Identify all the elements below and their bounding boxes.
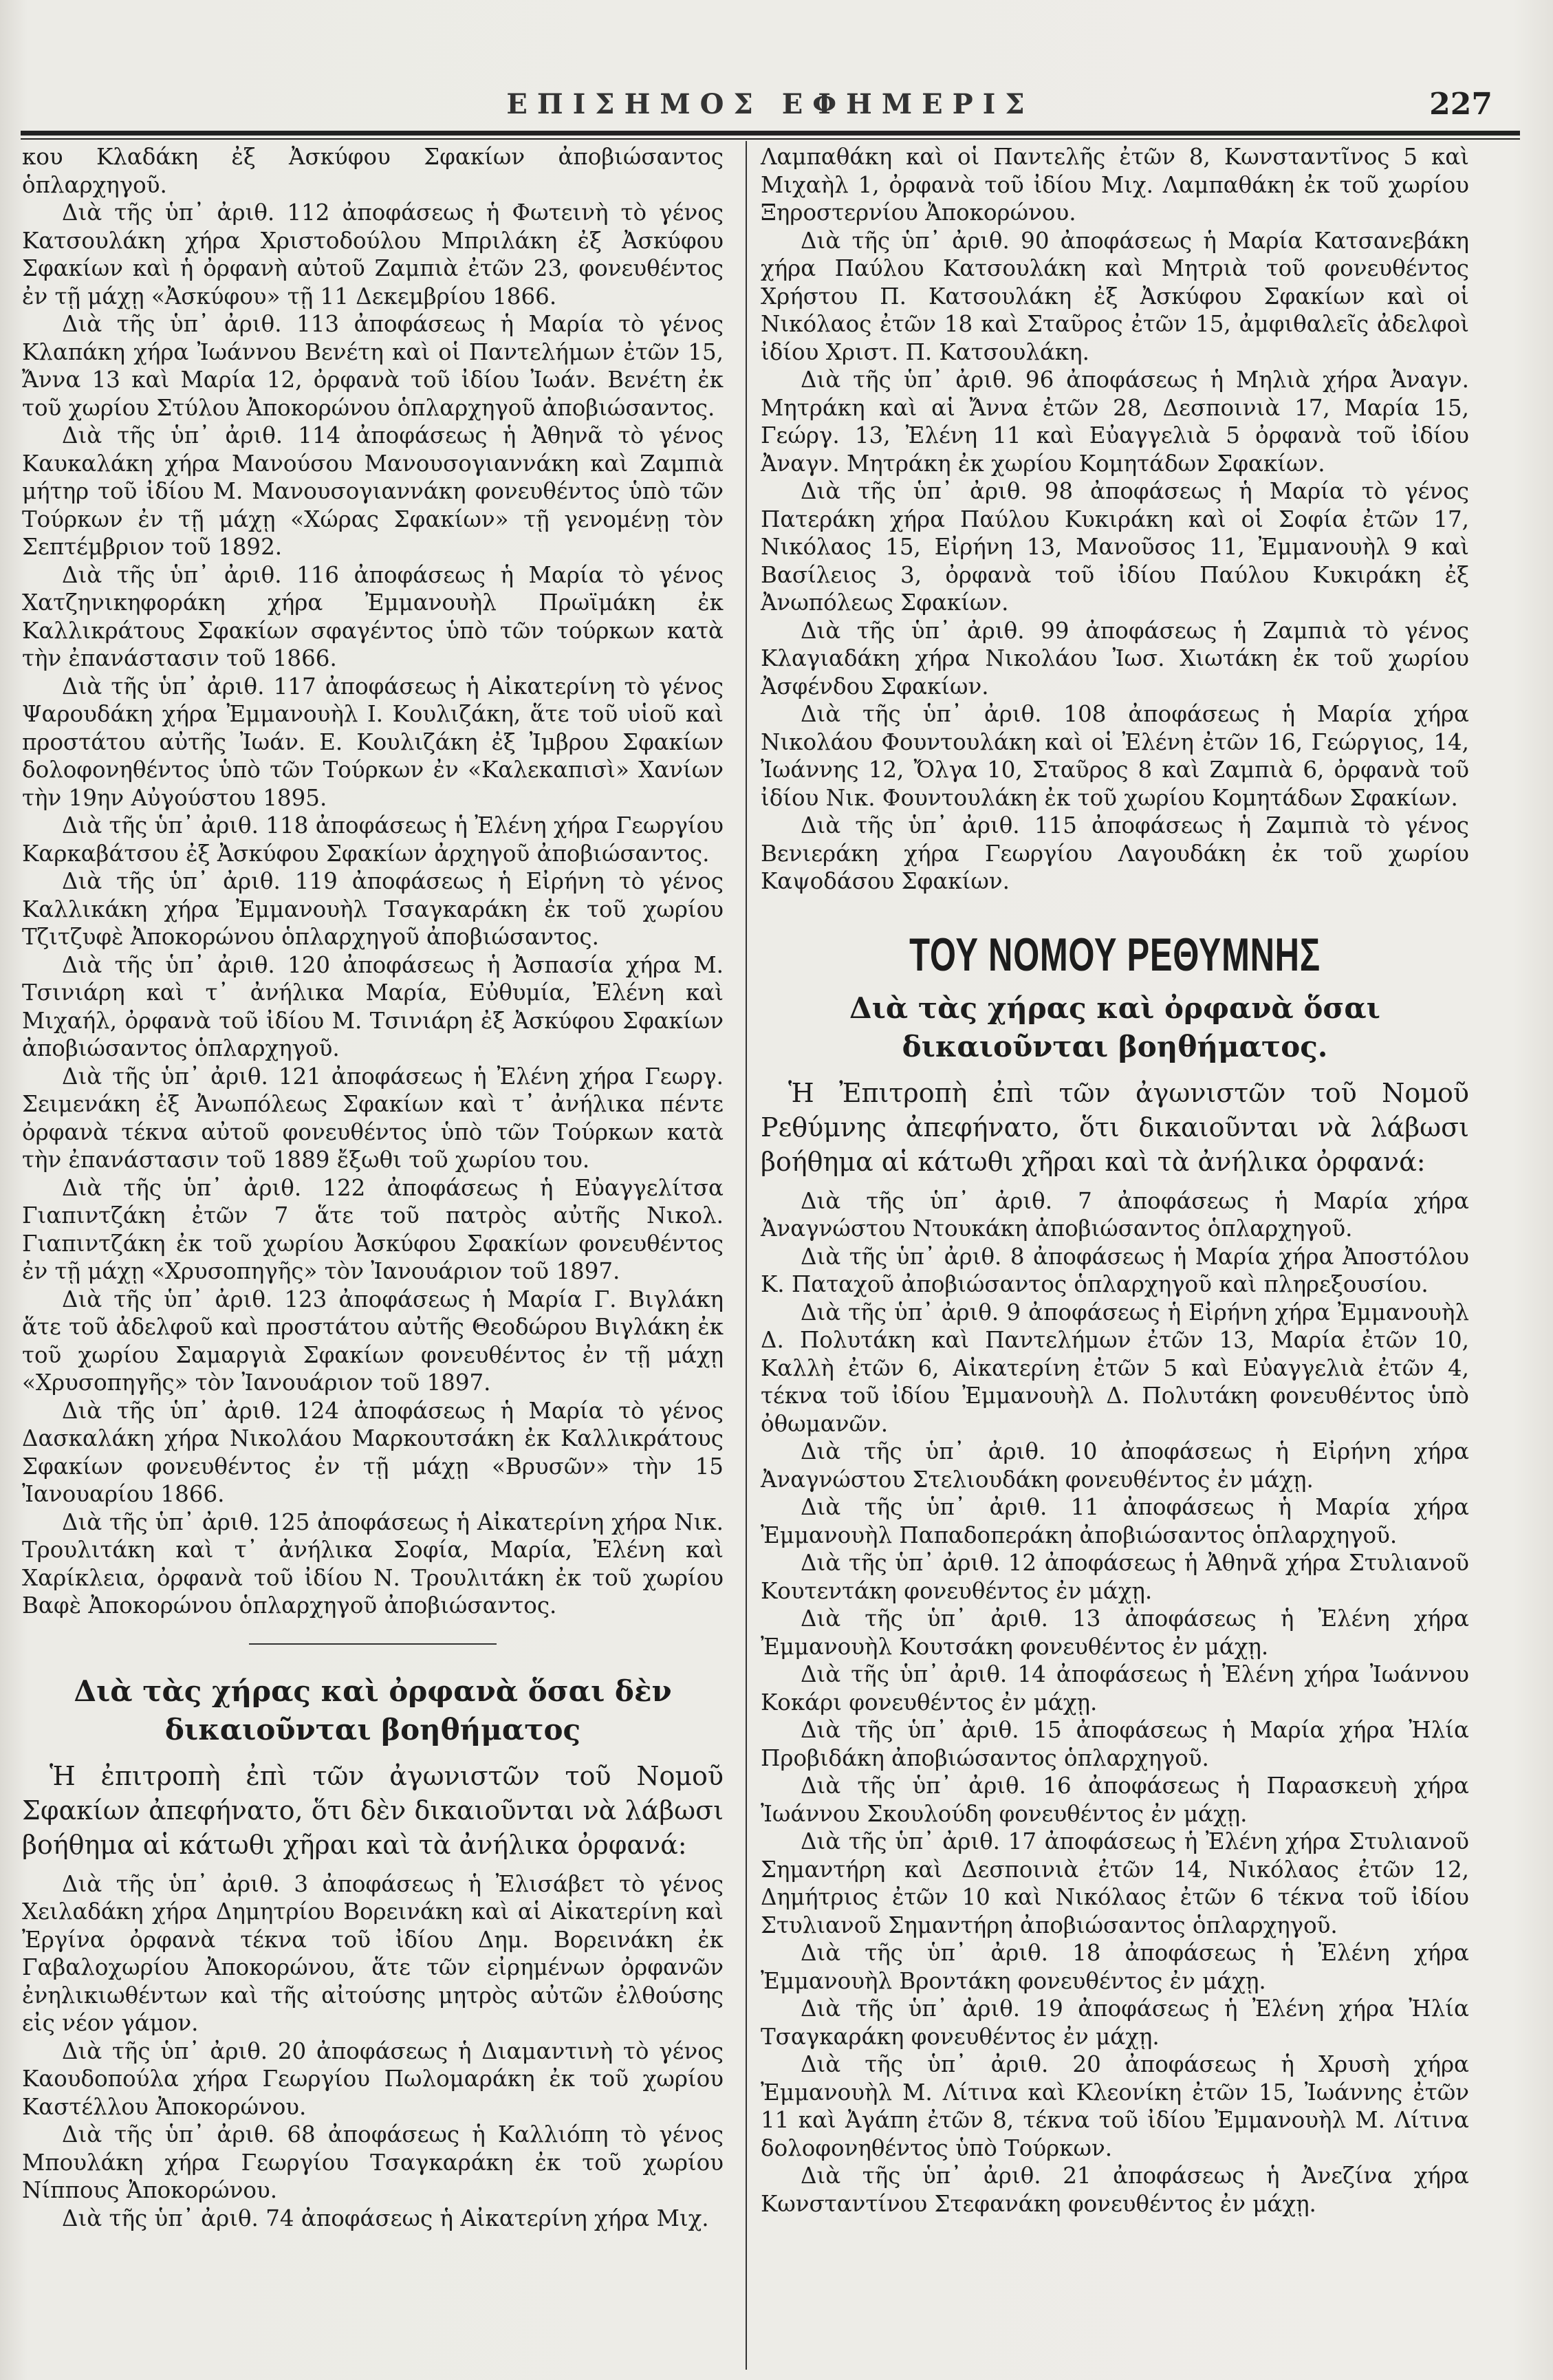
paragraph: Διὰ τῆς ὑπ᾽ ἀριθ. 68 ἀποφάσεως ἡ Καλλιόπη τὸ γένος Μπουλάκη χήρα Γεωργίου Τσαγκαράκη ἐκ τοῦ χωρίου Νίππους Ἀποκορώνου. bbox=[22, 2121, 724, 2203]
paragraph: Διὰ τῆς ὑπ᾽ ἀριθ. 112 ἀποφάσεως ἡ Φωτεινὴ τὸ γένος Κατσουλάκη χήρα Χριστοδούλου Μπριλάκη ἐξ Ἀσκύφου Σφακίων καὶ ἡ ὀρφανὴ αὐτοῦ Ζαμπιὰ ἐτῶν 23, φονευθέντος ἐν τῇ μάχῃ «Ἀσκύφου» τῇ 11 Δεκεμβρίου 1866. bbox=[22, 199, 724, 310]
paragraph: Διὰ τῆς ὑπ᾽ ἀριθ. 16 ἀποφάσεως ἡ Παρασκευὴ χήρα Ἰωάννου Σκουλούδη φονευθέντος ἐν μάχῃ. bbox=[761, 1773, 1469, 1827]
section-separator bbox=[249, 1643, 497, 1645]
paragraph: Διὰ τῆς ὑπ᾽ ἀριθ. 74 ἀποφάσεως ἡ Αἰκατερίνη χήρα Μιχ. bbox=[62, 2205, 709, 2231]
paragraph: Διὰ τῆς ὑπ᾽ ἀριθ. 18 ἀποφάσεως ἡ Ἐλένη χήρα Ἐμμανουὴλ Βροντάκη φονευθέντος ἐν μάχῃ. bbox=[761, 1940, 1469, 1994]
section-title: ΤΟΥ ΝΟΜΟΥ ΡΕΘΥΜΝΗΣ bbox=[909, 928, 1321, 981]
page-number: 227 bbox=[1429, 87, 1492, 122]
paragraph: Διὰ τῆς ὑπ᾽ ἀριθ. 13 ἀποφάσεως ἡ Ἐλένη χήρα Ἐμμανουὴλ Κουτσάκη φονευθέντος ἐν μάχῃ. bbox=[761, 1605, 1469, 1660]
paragraph: Διὰ τῆς ὑπ᾽ ἀριθ. 117 ἀποφάσεως ἡ Αἰκατερίνη τὸ γένος Ψαρουδάκη χήρα Ἐμμανουὴλ Ι. Κουλιζάκη, ἅτε τοῦ υἱοῦ καὶ προστάτου αὐτῆς Ἰωάν. Ε. Κουλιζάκη ἐξ Ἰμβρου Σφακίων δολοφονηθέντος ὑπὸ τῶν Τούρκων ἐν «Καλεκαπισὶ» Χανίων τὴν 19ην Αὐγούστου 1895. bbox=[22, 673, 724, 811]
paragraph: Διὰ τῆς ὑπ᾽ ἀριθ. 90 ἀποφάσεως ἡ Μαρία Κατσανεβάκη χήρα Παύλου Κατσουλάκη καὶ Μητριὰ τοῦ φονευθέντος Χρήστου Π. Κατσουλάκη ἐξ Ἀσκύφου Σφακίων καὶ οἱ Νικόλαος ἐτῶν 18 καὶ Σταῦρος ἐτῶν 15, ἀμφιθαλεῖς ἀδελφοὶ ἰδίου Χριστ. Π. Κατσουλάκη. bbox=[761, 227, 1469, 365]
paragraph: Διὰ τῆς ὑπ᾽ ἀριθ. 14 ἀποφάσεως ἡ Ἐλένη χήρα Ἰωάννου Κοκάρι φονευθέντος ἐν μάχῃ. bbox=[761, 1661, 1469, 1716]
paragraph: Διὰ τῆς ὑπ᾽ ἀριθ. 108 ἀποφάσεως ἡ Μαρία χήρα Νικολάου Φουντουλάκη καὶ οἱ Ἐλένη ἐτῶν 16, Γεώργιος, 14, Ἰωάννης 12, Ὄλγα 10, Σταῦρος 8 καὶ Ζαμπιὰ 6, ὀρφανὰ τοῦ ἰδίου Νικ. Φουντουλάκη ἐκ τοῦ χωρίου Κομητάδων Σφακίων. bbox=[761, 701, 1469, 811]
paragraph: Λαμπαθάκη καὶ οἱ Παντελῆς ἐτῶν 8, Κωνσταντῖνος 5 καὶ Μιχαὴλ 1, ὀρφανὰ τοῦ ἰδίου Μιχ. Λαμπαθάκη ἐκ τοῦ χωρίου Ξηροστερνίου Ἀποκορώνου. bbox=[761, 144, 1469, 226]
page-header bbox=[21, 88, 1520, 129]
section-heading: Διὰ τὰς χήρας καὶ ὀρφανὰ ὅσαι δὲν δικαιοῦνται βοηθήματος bbox=[74, 1674, 672, 1746]
left-column bbox=[22, 143, 724, 2232]
paragraph: Διὰ τῆς ὑπ᾽ ἀριθ. 21 ἀποφάσεως ἡ Ἀνεζίνα χήρα Κωνσταντίνου Στεφανάκη φονευθέντος ἐν μάχῃ. bbox=[761, 2163, 1469, 2217]
paragraph: Διὰ τῆς ὑπ᾽ ἀριθ. 15 ἀποφάσεως ἡ Μαρία χήρα Ἠλία Προβιδάκη ἀποβιώσαντος ὁπλαρχηγοῦ. bbox=[761, 1717, 1469, 1771]
paragraph: Διὰ τῆς ὑπ᾽ ἀριθ. 98 ἀποφάσεως ἡ Μαρία τὸ γένος Πατεράκη χήρα Παύλου Κυκιράκη καὶ οἱ Σοφία ἐτῶν 17, Νικόλαος 15, Εἰρήνη 13, Μανοῦσος 11, Ἐμμανουὴλ 9 καὶ Βασίλειος 3, ὀρφανὰ τοῦ ἰδίου Παύλου Κυκιράκη ἐξ Ἀνωπόλεως Σφακίων. bbox=[761, 478, 1469, 616]
paragraph: Διὰ τῆς ὑπ᾽ ἀριθ. 8 ἀποφάσεως ἡ Μαρία χήρα Ἀποστόλου Κ. Παταχοῦ ἀποβιώσαντος ὁπλαρχηγοῦ καὶ πληρεξουσίου. bbox=[761, 1243, 1469, 1297]
paragraph: Διὰ τῆς ὑπ᾽ ἀριθ. 3 ἀποφάσεως ἡ Ἐλισάβετ τὸ γένος Χειλαδάκη χήρα Δημητρίου Βορεινάκη καὶ αἱ Αἰκατερίνη καὶ Ἐργίνα ὀρφανὰ τέκνα τοῦ ἰδίου Δημ. Βορεινάκη ἐκ Γαβαλοχωρίου Ἀποκορώνου, ἅτε τῶν εἰρημένων ὀρφανῶν ἐνηλικιωθέντων καὶ τῆς αἰτούσης μητρὸς αὐτῶν ἐλθούσης εἰς νέον γάμον. bbox=[22, 1870, 724, 2036]
paragraph: Διὰ τῆς ὑπ᾽ ἀριθ. 120 ἀποφάσεως ἡ Ἀσπασία χήρα Μ. Τσινιάρη καὶ τ᾽ ἀνήλικα Μαρία, Εὐθυμία, Ἐλένη καὶ Μιχαήλ, ὀρφανὰ τοῦ ἰδίου Μ. Τσινιάρη ἐξ Ἀσκύφου Σφακίων ἀποβιώσαντος ὁπλαρχηγοῦ. bbox=[22, 951, 724, 1061]
running-title: ΕΠΙΣΗΜΟΣ ΕΦΗΜΕΡΙΣ bbox=[506, 88, 1034, 120]
paragraph: Διὰ τῆς ὑπ᾽ ἀριθ. 96 ἀποφάσεως ἡ Μηλιὰ χήρα Ἀναγν. Μητράκη καὶ αἱ Ἄννα ἐτῶν 28, Δεσποινιὰ 17, Μαρία 15, Γεώργ. 13, Ἐλένη 11 καὶ Εὐαγγελιὰ 5 ὀρφανὰ τοῦ ἰδίου Ἀναγν. Μητράκη ἐκ χωρίου Κομητάδων Σφακίων. bbox=[761, 367, 1469, 477]
paragraph: Διὰ τῆς ὑπ᾽ ἀριθ. 20 ἀποφάσεως ἡ Διαμαντινὴ τὸ γένος Καουδοπούλα χήρα Γεωργίου Πωλομαράκη ἐκ τοῦ χωρίου Καστέλλου Ἀποκορώνου. bbox=[22, 2037, 724, 2120]
paragraph: Διὰ τῆς ὑπ᾽ ἀριθ. 17 ἀποφάσεως ἡ Ἐλένη χήρα Στυλιανοῦ Σημαντήρη καὶ Δεσποινιὰ ἐτῶν 14, Νικόλαος ἐτῶν 12, Δημήτριος ἐτῶν 10 καὶ Νικόλαος ἐτῶν 6 τέκνα τοῦ ἰδίου Στυλιανοῦ Σημαντήρη ἀποβιώσαντος ὁπλαρχηγοῦ. bbox=[761, 1828, 1469, 1938]
paragraph: Διὰ τῆς ὑπ᾽ ἀριθ. 9 ἀποφάσεως ἡ Εἰρήνη χήρα Ἐμμανουὴλ Δ. Πολυτάκη καὶ Παντελήμων ἐτῶν 13, Μαρία ἐτῶν 10, Καλλὴ ἐτῶν 6, Αἰκατερίνη ἐτῶν 5 καὶ Εὐαγγελιὰ ἐτῶν 4, τέκνα τοῦ ἰδίου Ἐμμανουὴλ Δ. Πολυτάκη φονευθέντος ὑπὸ ὀθωμανῶν. bbox=[761, 1299, 1469, 1437]
paragraph: Διὰ τῆς ὑπ᾽ ἀριθ. 19 ἀποφάσεως ἡ Ἐλένη χήρα Ἠλία Τσαγκαράκη φονευθέντος ἐν μάχῃ. bbox=[761, 1995, 1469, 2050]
paragraph: Διὰ τῆς ὑπ᾽ ἀριθ. 113 ἀποφάσεως ἡ Μαρία τὸ γένος Κλαπάκη χήρα Ἰωάννου Βενέτη καὶ οἱ Παντελήμων ἐτῶν 15, Ἄννα 13 καὶ Μαρία 12, ὀρφανὰ τοῦ ἰδίου Ἰωάν. Βενέτη ἐκ τοῦ χωρίου Στύλου Ἀποκορώνου ὁπλαρχηγοῦ ἀποβιώσαντος. bbox=[22, 311, 724, 421]
paragraph: Διὰ τῆς ὑπ᾽ ἀριθ. 10 ἀποφάσεως ἡ Εἰρήνη χήρα Ἀναγνώστου Στελιουδάκη φονευθέντος ἐν μάχῃ. bbox=[761, 1438, 1469, 1493]
paragraph: Διὰ τῆς ὑπ᾽ ἀριθ. 115 ἀποφάσεως ἡ Ζαμπιὰ τὸ γένος Βενιεράκη χήρα Γεωργίου Λαγουδάκη ἐκ τοῦ χωρίου Καψοδάσου Σφακίων. bbox=[761, 812, 1469, 894]
paragraph: Διὰ τῆς ὑπ᾽ ἀριθ. 119 ἀποφάσεως ἡ Εἰρήνη τὸ γένος Καλλικάκη χήρα Ἐμμανουὴλ Τσαγκαράκη ἐκ τοῦ χωρίου Τζιτζυφὲ Ἀποκορώνου ὁπλαρχηγοῦ ἀποβιώσαντος. bbox=[22, 868, 724, 950]
paragraph: Διὰ τῆς ὑπ᾽ ἀριθ. 20 ἀποφάσεως ἡ Χρυσὴ χήρα Ἐμμανουὴλ Μ. Λίτινα καὶ Κλεονίκη ἐτῶν 15, Ἰωάννης ἐτῶν 11 καὶ Ἀγάπη ἐτῶν 8, τέκνα τοῦ ἰδίου Ἐμμανουὴλ Μ. Λίτινα δολοφονηθέντος ὑπὸ Τούρκων. bbox=[761, 2051, 1469, 2161]
paragraph: Διὰ τῆς ὑπ᾽ ἀριθ. 118 ἀποφάσεως ἡ Ἐλένη χήρα Γεωργίου Καρκαβάτσου ἐξ Ἀσκύφου Σφακίων ἀρχηγοῦ ἀποβιώσαντος. bbox=[22, 812, 724, 867]
paragraph: Διὰ τῆς ὑπ᾽ ἀριθ. 121 ἀποφάσεως ἡ Ἐλένη χήρα Γεωργ. Σειμενάκη ἐξ Ἀνωπόλεως Σφακίων καὶ τ᾽ ἀνήλικα πέντε ὀρφανὰ τέκνα αὐτοῦ φονευθέντος ὑπὸ τῶν Τούρκων κατὰ τὴν ἐπανάστασιν τοῦ 1889 ἔξωθι τοῦ χωρίου του. bbox=[22, 1063, 724, 1173]
paragraph: Διὰ τῆς ὑπ᾽ ἀριθ. 99 ἀποφάσεως ἡ Ζαμπιὰ τὸ γένος Κλαγιαδάκη χήρα Νικολάου Ἰωσ. Χιωτάκη ἐκ τοῦ χωρίου Ἀσφένδου Σφακίων. bbox=[761, 617, 1469, 700]
paragraph: Διὰ τῆς ὑπ᾽ ἀριθ. 123 ἀποφάσεως ἡ Μαρία Γ. Βιγλάκη ἅτε τοῦ ἀδελφοῦ καὶ προστάτου αὐτῆς Θεοδώρου Βιγλάκη ἐκ τοῦ χωρίου Σαμαργιὰ Σφακίων φονευθέντος ἐν τῇ μάχῃ «Χρυσοπηγῆς» τὸν Ἰανουάριον τοῦ 1897. bbox=[22, 1286, 724, 1396]
paragraph: Διὰ τῆς ὑπ᾽ ἀριθ. 116 ἀποφάσεως ἡ Μαρία τὸ γένος Χατζηνικηφοράκη χήρα Ἐμμανουὴλ Πρωϊμάκη ἐκ Καλλικράτους Σφακίων σφαγέντος ὑπὸ τῶν τούρκων κατὰ τὴν ἐπανάστασιν τοῦ 1866. bbox=[22, 561, 724, 671]
paragraph: Διὰ τῆς ὑπ᾽ ἀριθ. 125 ἀποφάσεως ἡ Αἰκατερίνη χήρα Νικ. Τρουλιτάκη καὶ τ᾽ ἀνήλικα Σοφία, Μαρία, Ἐλένη καὶ Χαρίκλεια, ὀρφανὰ τοῦ ἰδίου Ν. Τρουλιτάκη ἐκ τοῦ χωρίου Βαφὲ Ἀποκορώνου ὁπλαρχηγοῦ ἀποβιώσαντος. bbox=[22, 1508, 724, 1619]
paragraph: Διὰ τῆς ὑπ᾽ ἀριθ. 124 ἀποφάσεως ἡ Μαρία τὸ γένος Δασκαλάκη χήρα Νικολάου Μαρκουτσάκη ἐκ Καλλικράτους Σφακίων φονευθέντος ἐν τῇ μάχῃ «Βρυσῶν» τὴν 15 Ἰανουαρίου 1866. bbox=[22, 1397, 724, 1507]
paragraph: κου Κλαδάκη ἐξ Ἀσκύφου Σφακίων ἀποβιώσαντος ὁπλαρχηγοῦ. bbox=[22, 144, 724, 198]
header-rule bbox=[21, 131, 1520, 140]
column-divider bbox=[746, 141, 747, 2370]
section-intro: Ἡ ἐπιτροπὴ ἐπὶ τῶν ἀγωνιστῶν τοῦ Νομοῦ Σφακίων ἀπεφήνατο, ὅτι δὲν δικαιοῦνται νὰ λάβωσι βοήθημα αἱ κάτωθι χῆραι καὶ τὰ ἀνήλικα ὀρφανά: bbox=[22, 1760, 724, 1860]
paragraph: Διὰ τῆς ὑπ᾽ ἀριθ. 7 ἀποφάσεως ἡ Μαρία χήρα Ἀναγνώστου Ντουκάκη ἀποβιώσαντος ὁπλαρχηγοῦ. bbox=[761, 1187, 1469, 1242]
paragraph: Διὰ τῆς ὑπ᾽ ἀριθ. 12 ἀποφάσεως ἡ Ἀθηνᾶ χήρα Στυλιανοῦ Κουτεντάκη φονευθέντος ἐν μάχῃ. bbox=[761, 1550, 1469, 1604]
paragraph: Διὰ τῆς ὑπ᾽ ἀριθ. 11 ἀποφάσεως ἡ Μαρία χήρα Ἐμμανουὴλ Παπαδοπεράκη ἀποβιώσαντος ὁπλαρχηγοῦ. bbox=[761, 1494, 1469, 1548]
paragraph: Διὰ τῆς ὑπ᾽ ἀριθ. 122 ἀποφάσεως ἡ Εὐαγγελίτσα Γιαπιντζάκη ἐτῶν 7 ἅτε τοῦ πατρὸς αὐτῆς Νικολ. Γιαπιντζάκη ἐκ τοῦ χωρίου Ἀσκύφου Σφακίων φονευθέντος ἐν τῇ μάχῃ «Χρυσοπηγῆς» τὸν Ἰανουάριον τοῦ 1897. bbox=[22, 1174, 724, 1284]
paragraph: Διὰ τῆς ὑπ᾽ ἀριθ. 114 ἀποφάσεως ἡ Ἀθηνᾶ τὸ γένος Καυκαλάκη χήρα Μανούσου Μανουσογιαννάκη καὶ Ζαμπιὰ μήτηρ τοῦ ἰδίου Μ. Μανουσογιαννάκη φονευθέντος ὑπὸ τῶν Τούρκων ἐν τῇ μάχῃ «Χώρας Σφακίων» τῇ γενομένῃ τὸν Σεπτέμβριον τοῦ 1892. bbox=[22, 422, 724, 560]
section-heading: Διὰ τὰς χήρας καὶ ὀρφανὰ ὅσαι δικαιοῦνται βοηθήματος. bbox=[849, 991, 1380, 1063]
section-intro: Ἡ Ἐπιτροπὴ ἐπὶ τῶν ἀγωνιστῶν τοῦ Νομοῦ Ρεθύμνης ἀπεφήνατο, ὅτι δικαιοῦνται νὰ λάβωσι βοήθημα αἱ κάτωθι χῆραι καὶ τὰ ἀνήλικα ὀρφανά: bbox=[761, 1077, 1469, 1177]
right-column bbox=[761, 143, 1469, 2218]
